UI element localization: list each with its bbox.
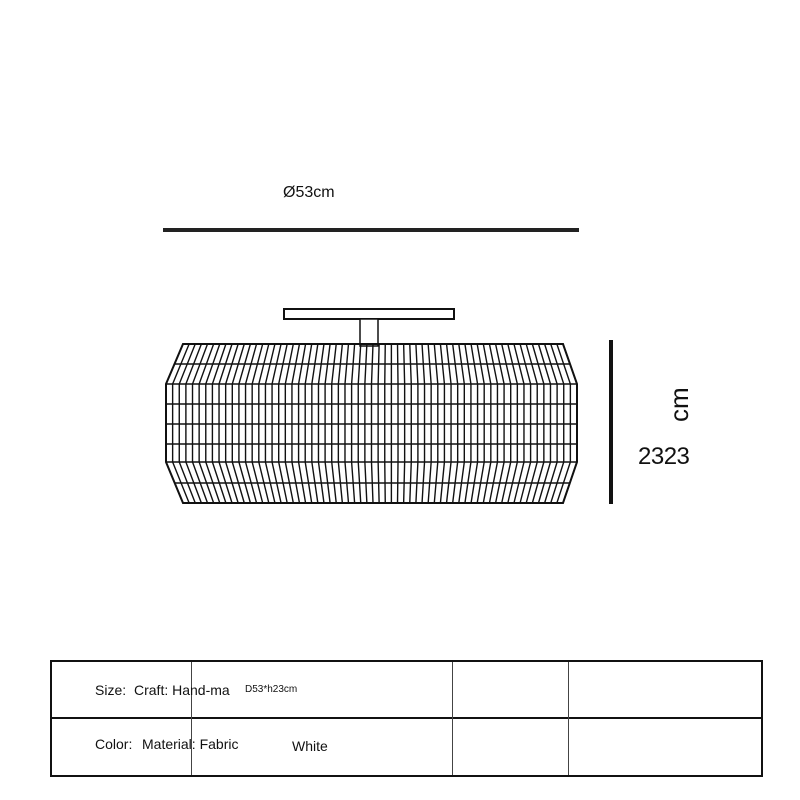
drum-shade xyxy=(166,344,577,503)
size-value: D53*h23cm xyxy=(245,684,298,695)
material-label: Material: Fabric xyxy=(142,736,239,752)
height-unit-label: cm xyxy=(664,387,694,422)
craft-label: Craft: Hand-ma xyxy=(134,682,230,698)
canopy-plate xyxy=(284,309,454,319)
column-divider xyxy=(452,662,453,775)
spec-table xyxy=(50,660,763,777)
lamp-stem xyxy=(360,319,378,346)
color-label: Color: xyxy=(95,736,133,752)
height-dimension-line xyxy=(609,340,613,504)
column-divider xyxy=(191,662,192,775)
row-divider xyxy=(52,717,761,719)
height-value-label: 2323 xyxy=(638,443,690,470)
shade-pleat xyxy=(398,344,399,503)
diameter-label: Ø53cm xyxy=(283,184,335,201)
color-value: White xyxy=(292,738,328,754)
column-divider xyxy=(568,662,569,775)
shade-pleat xyxy=(385,344,386,503)
size-label: Size: xyxy=(95,682,127,698)
